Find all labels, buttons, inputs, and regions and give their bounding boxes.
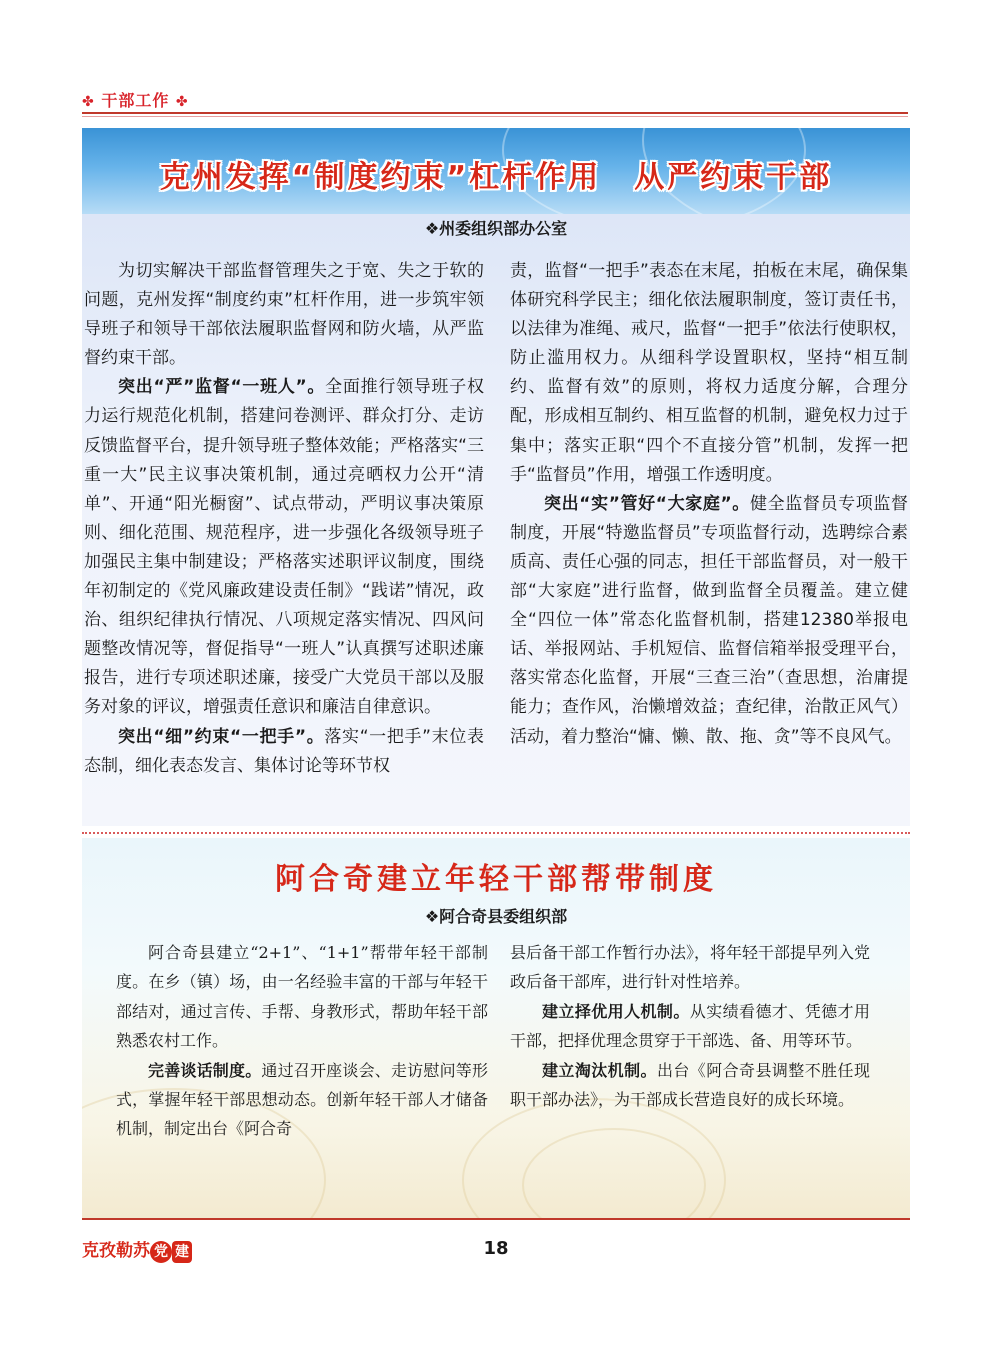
brand-badge-jian: 建: [172, 1241, 192, 1263]
article2-title: 阿合奇建立年轻干部帮带制度: [275, 862, 717, 897]
paragraph: 突出“严”监督“一班人”。全面推行领导班子权力运行规范化机制，搭建问卷测评、群众打分、走访反馈监督平台，提升领导班子整体效能；严格落实“三重一大”民主议事决策机制，通过亮晒权力公开“清单”、开通“阳光橱窗”、试点带动，严明议事决策原则、细化范围、规范程序，进一步强化各级领导班子加强民主集中制建设；严格落实述职评议制度，围绕年初制定的《党风廉政建设责任制》“践诺”情况，政治、组织纪律执行情况、八项规定落实情况、四风问题整改情况等，督促指导“一班人”认真撰写述职述廉报告，进行专项述职述廉，接受广大党员干部以及服务对象的评议，增强责任意识和廉洁自律意识。: [84, 377, 484, 718]
paragraph: 为切实解决干部监督管理失之于宽、失之于软的问题，克州发挥“制度约束”杠杆作用，进一步筑牢领导班子和领导干部依法履职监督网和防火墙，从严监督约束干部。: [84, 261, 484, 369]
paragraph-heading: 突出“实”管好“大家庭”。: [544, 493, 750, 514]
page-number: 18: [483, 1238, 509, 1259]
paragraph: 阿合奇县建立“2+1”、“1+1”帮带年轻干部制度。在乡（镇）场，由一名经验丰富的干部与年轻干部结对，通过言传、手帮、身教形式，帮助年轻干部熟悉农村工作。: [116, 943, 488, 1051]
paragraph-heading: 建立择优用人机制。: [542, 1001, 690, 1021]
paragraph: 县后备干部工作暂行办法》，将年轻干部提早列入党政后备干部库，进行针对性培养。: [510, 943, 871, 992]
paragraph: 完善谈话制度。通过召开座谈会、走访慰问等形式，掌握年轻干部思想动态。创新年轻干部人才储备机制，制定出台《阿合奇: [116, 1060, 488, 1139]
paragraph: 突出“细”约束“一把手”。落实“一把手”末位表态制，细化表态发言、集体讨论等环节权: [84, 726, 484, 776]
paragraph: 建立淘汰机制。出台《阿合奇县调整不胜任现职干部办法》，为干部成长营造良好的成长环境。: [510, 1060, 870, 1110]
article-divider: [82, 832, 910, 834]
article2-author: ❖阿合奇县委组织部: [424, 907, 568, 926]
brand-badge-dang: 党: [150, 1241, 172, 1263]
article2-column-left: [116, 938, 488, 1144]
flower-ornament-icon: ✤: [82, 94, 95, 110]
paragraph-heading: 突出“细”约束“一把手”。: [118, 726, 325, 747]
flower-ornament-icon: ✤: [175, 94, 189, 110]
paragraph: 建立择优用人机制。从实绩看德才、凭德才用干部，把择优理念贯穿于干部选、备、用等环节。: [510, 1001, 870, 1051]
article2-column-right: [510, 938, 870, 1114]
article1-author: ❖州委组织部办公室: [424, 219, 568, 238]
article1-column-left: [84, 257, 484, 781]
header-divider-thin: [82, 116, 908, 117]
section-header: [82, 88, 189, 111]
paragraph: 责，监督“一把手”表态在末尾，拍板在末尾，确保集体研究科学民主；细化依法履职制度，签订责任书，以法律为准绳、戒尺，监督“一把手”依法行使职权，防止滥用权力。从细科学设置职权，坚持“相互制约、监督有效”的原则，将权力适度分解，合理分配，形成相互制约、相互监督的机制，避免权力过于集中；落实正职“四个不直接分管”机制，发挥一把手“监督员”作用，增强工作透明度。: [510, 261, 908, 485]
article1-column-right: [510, 257, 908, 752]
article1-banner: [82, 128, 910, 214]
paragraph-heading: 突出“严”监督“一班人”。: [118, 377, 326, 398]
header-divider: [82, 112, 908, 114]
magazine-brand-logo: 克孜勒苏 党 建: [82, 1236, 192, 1263]
paragraph-heading: 建立淘汰机制。: [542, 1060, 657, 1080]
section-title: 干部工作: [101, 91, 170, 110]
footer-divider: [82, 1218, 910, 1220]
paragraph-heading: 完善谈话制度。: [148, 1060, 262, 1080]
paragraph: 突出“实”管好“大家庭”。健全监督员专项监督制度，开展“特邀监督员”专项监督行动，选聘综合素质高、责任心强的同志，担任干部监督员，对一般干部“大家庭”进行监督，做到监督全员覆盖。建立健全“四位一体”常态化监督机制，搭建12380举报电话、举报网站、手机短信、监督信箱举报受理平台，落实常态化监督，开展“三查三治”（查思想，治庸提能力；查作风，治懒增效益；查纪律，治散正风气）活动，着力整治“慵、懒、散、拖、贪”等不良风气。: [510, 493, 909, 747]
article1-title: 克州发挥“制度约束”杠杆作用 从严约束干部: [159, 160, 833, 195]
